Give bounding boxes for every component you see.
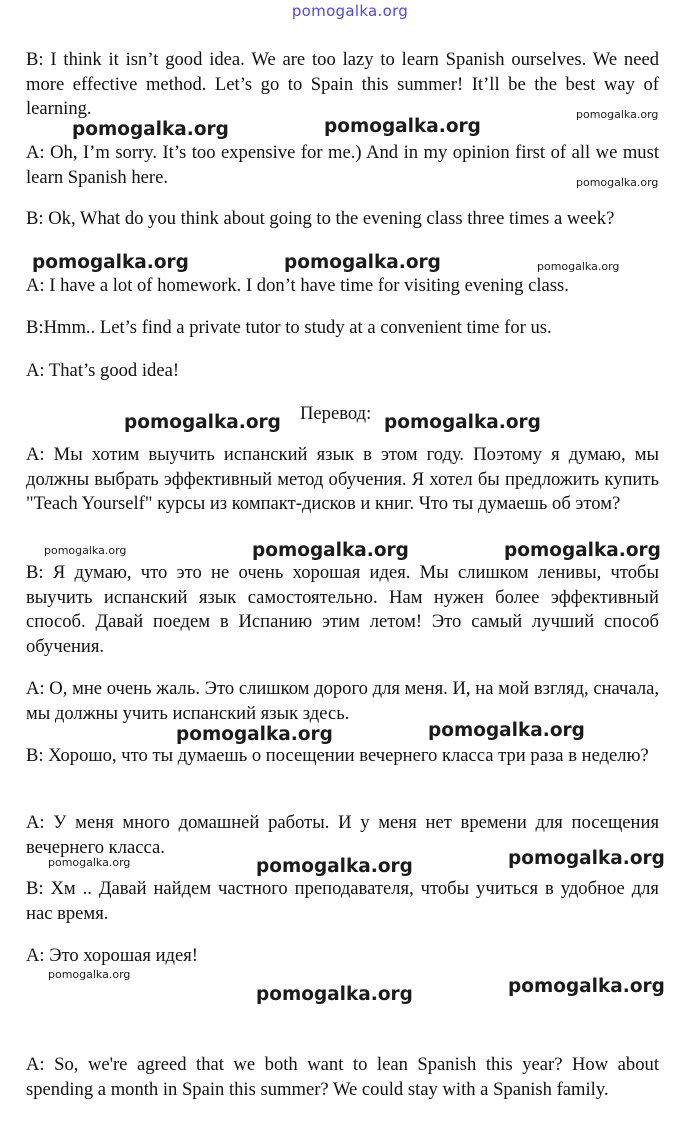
watermark: pomogalka.org: [504, 540, 661, 561]
watermark: pomogalka.org: [44, 544, 127, 557]
paragraph-4: A: I have a lot of homework. I don’t have time for visiting evening class.: [26, 275, 569, 296]
watermark: pomogalka.org: [256, 984, 413, 1005]
paragraph-10: B: Хорошо, что ты думаешь о посещении вечернего класса три раза в неделю?: [26, 745, 649, 766]
watermark: pomogalka.org: [508, 848, 665, 869]
watermark: pomogalka.org: [72, 119, 229, 140]
watermark: pomogalka.org: [48, 856, 131, 869]
paragraph-1: B: I think it isn’t good idea. We are too lazy to learn Spanish ourselves. We need more effective method. Let’s go to Spain this summer! It’ll be the best way of learning.: [26, 49, 659, 119]
paragraph-5: B:Hmm.. Let’s find a private tutor to study at a convenient time for us.: [26, 317, 552, 338]
paragraph-14: A: So, we're agreed that we both want to lean Spanish this year? How about spending a month in Spain this summer? We could stay with a Spanish family.: [26, 1054, 659, 1100]
site-header-link[interactable]: pomogalka.org: [291, 2, 409, 20]
watermark: pomogalka.org: [124, 412, 281, 433]
paragraph-11: A: У меня много домашней работы. И у меня нет времени для посещения вечернего класса.: [26, 812, 659, 858]
paragraph-9: A: О, мне очень жаль. Это слишком дорого для меня. И, на мой взгляд, сначала, мы должны учить испанский язык здесь.: [26, 678, 659, 724]
watermark: pomogalka.org: [176, 724, 333, 745]
watermark: pomogalka.org: [428, 720, 585, 741]
paragraph-12: B: Хм .. Давай найдем частного преподавателя, чтобы учиться в удобное для нас время.: [26, 878, 659, 924]
watermark: pomogalka.org: [284, 252, 441, 273]
paragraph-2: A: Oh, I’m sorry. It’s too expensive for me.) And in my opinion first of all we must learn Spanish here.: [26, 142, 659, 188]
watermark: pomogalka.org: [32, 252, 189, 273]
watermark: pomogalka.org: [384, 412, 541, 433]
paragraph-6: A: That’s good idea!: [26, 360, 180, 381]
watermark: pomogalka.org: [256, 856, 413, 877]
watermark: pomogalka.org: [576, 108, 659, 121]
paragraph-3: B: Ok, What do you think about going to the evening class three times a week?: [26, 208, 615, 229]
watermark: pomogalka.org: [576, 176, 659, 189]
watermark: pomogalka.org: [537, 260, 620, 273]
watermark: pomogalka.org: [48, 968, 131, 981]
translation-heading: Перевод:: [300, 403, 372, 424]
paragraph-13: A: Это хорошая идея!: [26, 945, 199, 966]
paragraph-8: B: Я думаю, что это не очень хорошая идея. Мы слишком ленивы, чтобы выучить испанский язык самостоятельно. Нам нужен более эффективный способ. Давай поедем в Испанию этим летом! Это самый лучший способ обучения.: [26, 562, 659, 657]
watermark: pomogalka.org: [508, 976, 665, 997]
watermark: pomogalka.org: [324, 116, 481, 137]
paragraph-7: A: Мы хотим выучить испанский язык в этом году. Поэтому я думаю, мы должны выбрать эффективный метод обучения. Я хотел бы предложить купить "Teach Yourself" курсы из компакт-дисков и книг. Что ты думаешь об этом?: [26, 444, 659, 514]
watermark: pomogalka.org: [252, 540, 409, 561]
